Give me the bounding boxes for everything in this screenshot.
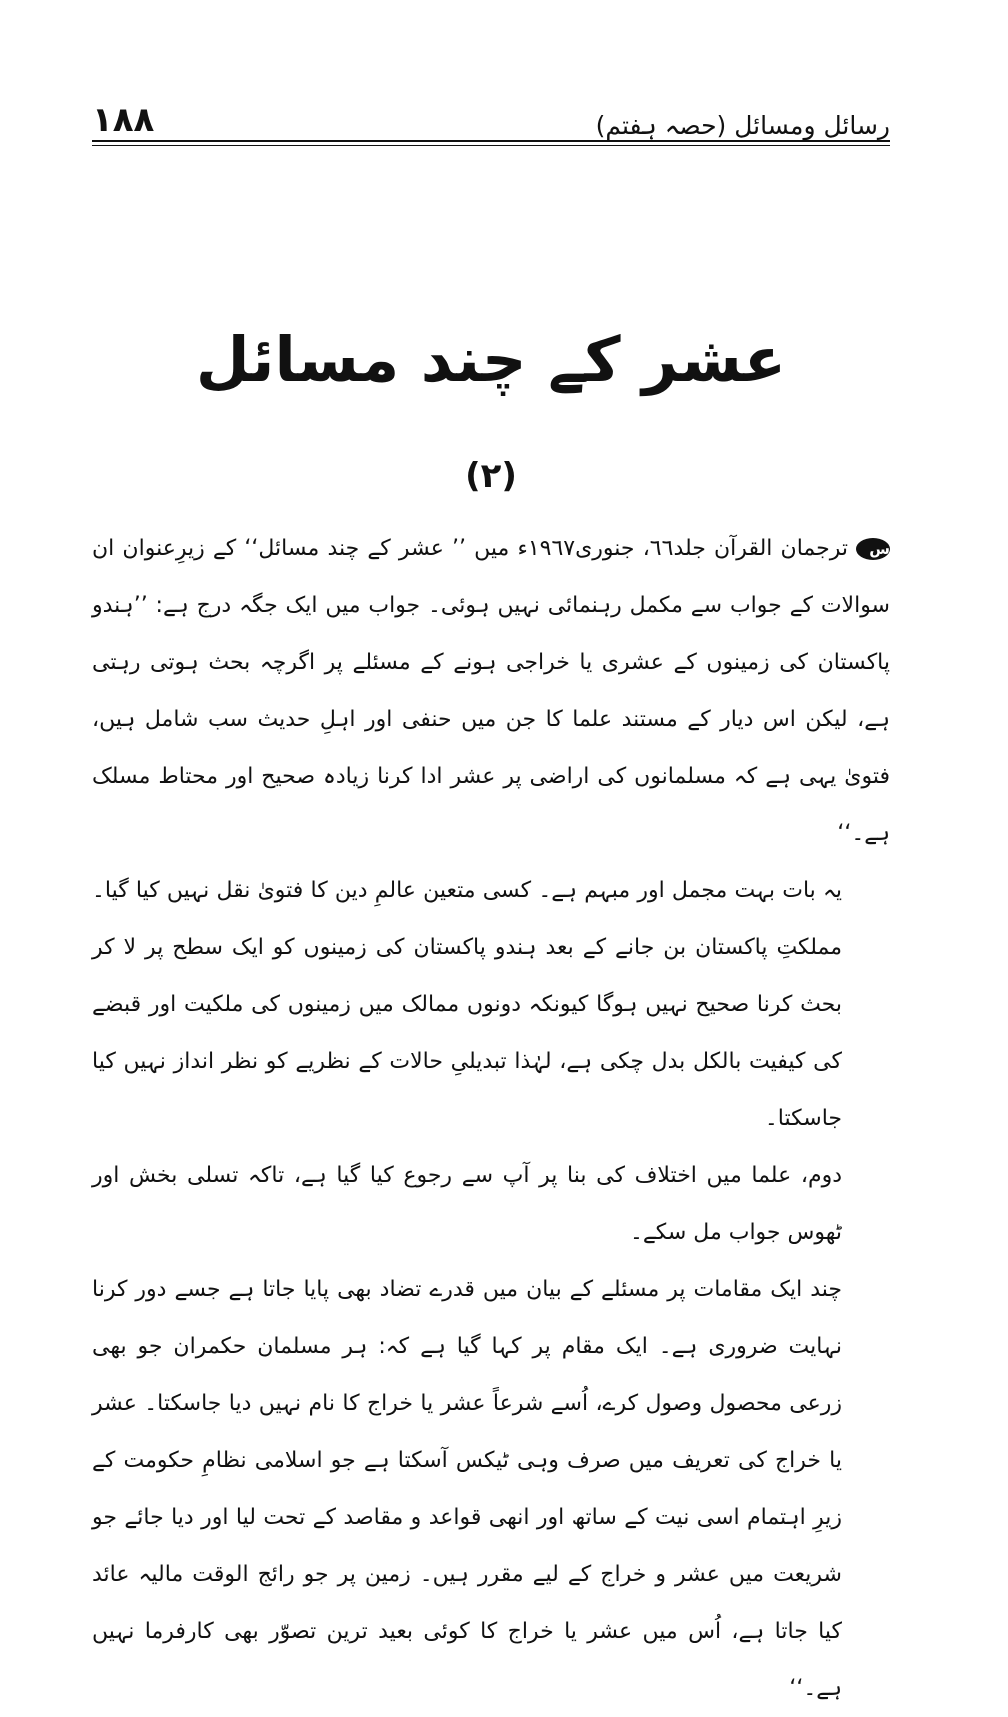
- paragraph-question: [92, 520, 890, 862]
- page-number: ١٨٨: [92, 100, 155, 140]
- page-header: [92, 82, 890, 140]
- paragraph: دوم، علما میں اختلاف کی بنا پر آپ سے رجوع کیا گیا ہے، تاکہ تسلی بخش اور ٹھوس جواب مل سکے۔: [92, 1163, 842, 1245]
- part-number: (٢): [465, 456, 517, 496]
- paragraph-text: ترجمان القرآن جلد٦٦، جنوری١٩٦٧ء میں ’’ عشر کے چند مسائل‘‘ کے زیرِعنوان ان سوالات کے جواب سے مکمل رہنمائی نہیں ہوئی۔ جواب میں ایک جگہ درج ہے: ’’ہندو پاکستان کی زمینوں کے عشری یا خراجی ہونے کے مسئلے پر اگرچہ بحث ہوتی رہتی ہے، لیکن اس دیار کے مستند علما کا جن میں حنفی اور اہلِ حدیث سب شامل ہیں، فتویٰ یہی ہے کہ مسلمانوں کی اراضی پر عشر ادا کرنا زیادہ صحیح اور محتاط مسلک ہے۔‘‘: [92, 536, 890, 846]
- chapter-title: عشر کے چند مسائل: [195, 323, 787, 396]
- paragraph: یہ بات بہت مجمل اور مبہم ہے۔ کسی متعین عالمِ دین کا فتویٰ نقل نہیں کیا گیا۔ مملکتِ پاکستان بن جانے کے بعد ہندو پاکستان کی زمینوں کو ایک سطح پر لا کر بحث کرنا صحیح نہیں ہوگا کیونکہ دونوں ممالک میں زمینوں کی ملکیت اور قبضے کی کیفیت بالکل بدل چکی ہے، لہٰذا تبدیلیِ حالات کے نظریے کو نظر انداز نہیں کیا جاسکتا۔: [92, 878, 842, 1131]
- header-rule-thick: [92, 140, 890, 142]
- paragraph: چند ایک مقامات پر مسئلے کے بیان میں قدرے تضاد بھی پایا جاتا ہے جسے دور کرنا نہایت ضروری ہے۔ ایک مقام پر کہا گیا ہے کہ: ہر مسلمان حکمران جو بھی زرعی محصول وصول کرے، اُسے شرعاً عشر یا خراج کا نام نہیں دیا جاسکتا۔ عشر یا خراج کی تعریف میں صرف وہی ٹیکس آسکتا ہے جو اسلامی نظامِ حکومت کے زیرِ اہتمام اسی نیت کے ساتھ اور انھی قواعد و مقاصد کے تحت لیا اور دیا جائے جو شریعت میں عشر و خراج کے لیے مقرر ہیں۔ زمین پر جو رائج الوقت مالیہ عائد کیا جاتا ہے، اُس میں عشر یا خراج کا کوئی بعید ترین تصوّر بھی کارفرما نہیں ہے۔‘‘: [92, 1277, 842, 1701]
- question-badge: س: [856, 538, 890, 560]
- running-title: رسائل ومسائل (حصہ ہفتم): [595, 111, 890, 140]
- body-text: [92, 520, 890, 1717]
- header-rule-thin: [92, 145, 890, 146]
